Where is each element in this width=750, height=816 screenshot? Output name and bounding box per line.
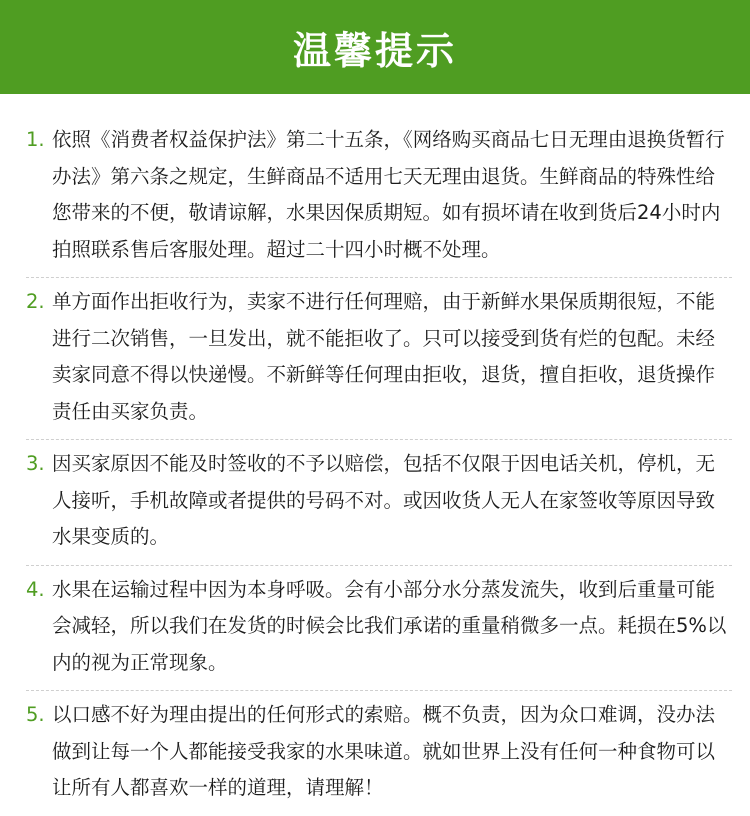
item-number: 2.: [26, 290, 45, 313]
item-number: 1.: [26, 128, 45, 151]
item-text: 以口感不好为理由提出的任何形式的索赔。概不负责，因为众口难调，没办法做到让每一个人都能接受我家的水果味道。就如世界上没有任何一种食物可以让所有人都喜欢一样的道理，请理解！: [52, 703, 716, 799]
notice-list: [0, 94, 750, 816]
item-number: 4.: [26, 577, 45, 601]
list-item: [26, 566, 732, 692]
list-item: [26, 440, 732, 566]
header-banner: [0, 0, 750, 94]
item-text: 水果在运输过程中因为本身呼吸。会有小部分水分蒸发流失，收到后重量可能会减轻，所以我们在发货的时候会比我们承诺的重量稍微多一点。耗损在5%以内的视为正常现象。: [52, 577, 727, 674]
item-text: 依照《消费者权益保护法》第二十五条，《网络购买商品七日无理由退换货暂行办法》第六条之规定，生鲜商品不适用七天无理由退货。生鲜商品的特殊性给您带来的不便，敬请谅解，水果因保质期短。如有损坏请在收到货后24小时内拍照联系售后客服处理。超过二十四小时概不处理。: [52, 128, 725, 261]
list-item: [26, 691, 732, 816]
item-number: 5.: [26, 703, 45, 726]
item-number: 3.: [26, 452, 45, 475]
item-text: 因买家原因不能及时签收的不予以赔偿，包括不仅限于因电话关机，停机，无人接听，手机故障或者提供的号码不对。或因收货人无人在家签收等原因导致水果变质的。: [52, 452, 716, 548]
list-item: [26, 116, 732, 278]
list-item: [26, 278, 732, 440]
item-text: 单方面作出拒收行为，卖家不进行任何理赔，由于新鲜水果保质期很短，不能进行二次销售，一旦发出，就不能拒收了。只可以接受到货有烂的包配。未经卖家同意不得以快递慢。不新鲜等任何理由拒收，退货，擅自拒收，退货操作责任由买家负责。: [52, 290, 716, 423]
page-title: 温馨提示: [292, 28, 457, 73]
